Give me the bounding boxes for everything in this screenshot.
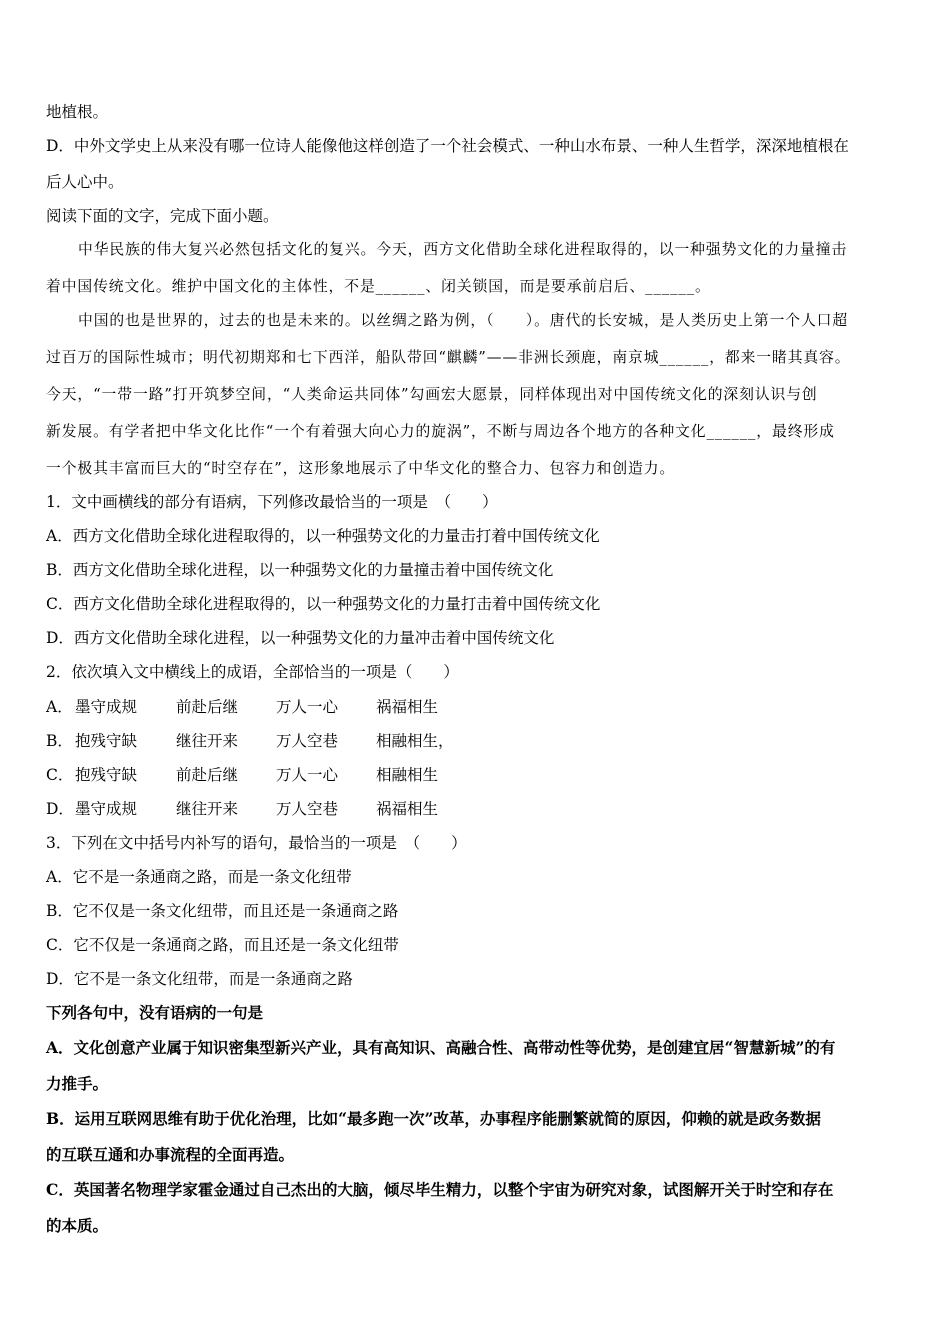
q2-option-word: 万人空巷 [276,732,339,750]
passage-p2-line3: 今天，“一带一路”打开筑梦空间，“人类命运共同体”勾画宏大愿景，同样体现出对中国传统文化的深刻认识与创 [46,386,818,403]
q4-option-a-line2: 力推手。 [46,1074,109,1093]
q2-option-word: 墨守成规 [75,800,138,818]
q1-option-c: C．西方文化借助全球化进程取得的，以一种强势文化的力量打击着中国传统文化 [46,595,601,613]
q2-option-word: 万人空巷 [276,800,339,818]
q1-option-b: B．西方文化借助全球化进程，以一种强势文化的力量撞击着中国传统文化 [46,561,554,579]
q2-option-word: 墨守成规 [75,698,138,716]
q3-option-c: C．它不仅是一条通商之路，而且还是一条文化纽带 [46,936,399,954]
q3-stem: 3．下列在文中括号内补写的语句，最恰当的一项是 （ ） [46,834,467,852]
q3-option-b: B．它不仅是一条文化纽带，而且还是一条通商之路 [46,902,399,920]
option-d-line2: 后人心中。 [46,173,124,191]
q2-option-label: C． [46,766,74,784]
passage-p1-line2: 着中国传统文化。维护中国文化的主体性，不是______、闭关锁国，而是要承前启后、______。 [46,278,711,295]
q1-option-d: D．西方文化借助全球化进程，以一种强势文化的力量冲击着中国传统文化 [46,629,555,647]
q1-stem: 1．文中画横线的部分有语病，下列修改最恰当的一项是 （ ） [46,493,498,511]
q2-option-word: 相融相生 [376,766,439,784]
q4-option-b-line2: 的互联互通和办事流程的全面再造。 [46,1145,295,1164]
q4-stem: 下列各句中，没有语病的一句是 [46,1003,264,1022]
passage-p1-line1: 中华民族的伟大复兴必然包括文化的复兴。今天，西方文化借助全球化进程取得的，以一种强势文化的力量撞击 [78,241,848,258]
q3-option-a: A．它不是一条通商之路，而是一条文化纽带 [46,868,352,886]
q4-option-a-line1: A．文化创意产业属于知识密集型新兴产业，具有高知识、高融合性、高带动性等优势，是创建宜居“智慧新城”的有 [46,1038,836,1057]
q2-option-word: 前赴后继 [176,766,239,784]
q4-option-c-line1: C．英国著名物理学家霍金通过自己杰出的大脑，倾尽毕生精力，以整个宇宙为研究对象，试图解开关于时空和存在 [46,1180,834,1199]
passage-p2-line4: 新发展。有学者把中华文化比作“一个有着强大向心力的旋涡”，不断与周边各个地方的各种文化______，最终形成 [46,423,835,440]
q2-option-word: 祸福相生 [376,698,439,716]
q2-option-word: 继往开来 [176,732,239,750]
passage-p2-line1: 中国的也是世界的，过去的也是未来的。以丝绸之路为例，（ ）。唐代的长安城，是人类历史上第一个人口超 [78,312,849,329]
q4-option-c-line2: 的本质。 [46,1216,109,1235]
option-d-line1: D．中外文学史上从来没有哪一位诗人能像他这样创造了一个社会模式、一种山水布景、一种人生哲学，深深地植根在 [46,137,849,155]
q2-option-word: 抱残守缺 [75,732,138,750]
q1-option-a: A．西方文化借助全球化进程取得的，以一种强势文化的力量击打着中国传统文化 [46,527,600,545]
q2-option-word: 相融相生， [376,732,454,750]
q2-option-word: 万人一心 [276,766,339,784]
q4-option-b-line1: B．运用互联网思维有助于优化治理，比如“最多跑一次”改革，办事程序能删繁就简的原因，仰赖的就是政务数据 [46,1109,821,1128]
passage-p2-line2: 过百万的国际性城市；明代初期郑和七下西洋，船队带回“麒麟”——非洲长颈鹿，南京城______，都来一睹其真容。 [46,349,851,366]
q2-option-word: 前赴后继 [176,698,239,716]
q2-option-word: 祸福相生 [376,800,439,818]
q2-stem: 2．依次填入文中横线上的成语，全部恰当的一项是（ ） [46,663,459,681]
q2-option-label: A． [46,698,73,716]
passage-p2-line5: 一个极其丰富而巨大的“时空存在”，这形象地展示了中华文化的整合力、包容力和创造力。 [46,460,676,477]
q2-option-label: D． [46,800,74,818]
prev-option-tail: 地植根。 [46,103,109,121]
q2-option-word: 继往开来 [176,800,239,818]
q2-option-word: 万人一心 [276,698,339,716]
reading-instruction: 阅读下面的文字，完成下面小题。 [46,207,279,225]
q3-option-d: D．它不是一条文化纽带，而是一条通商之路 [46,970,353,988]
q2-option-label: B． [46,732,73,750]
q2-option-word: 抱残守缺 [75,766,138,784]
